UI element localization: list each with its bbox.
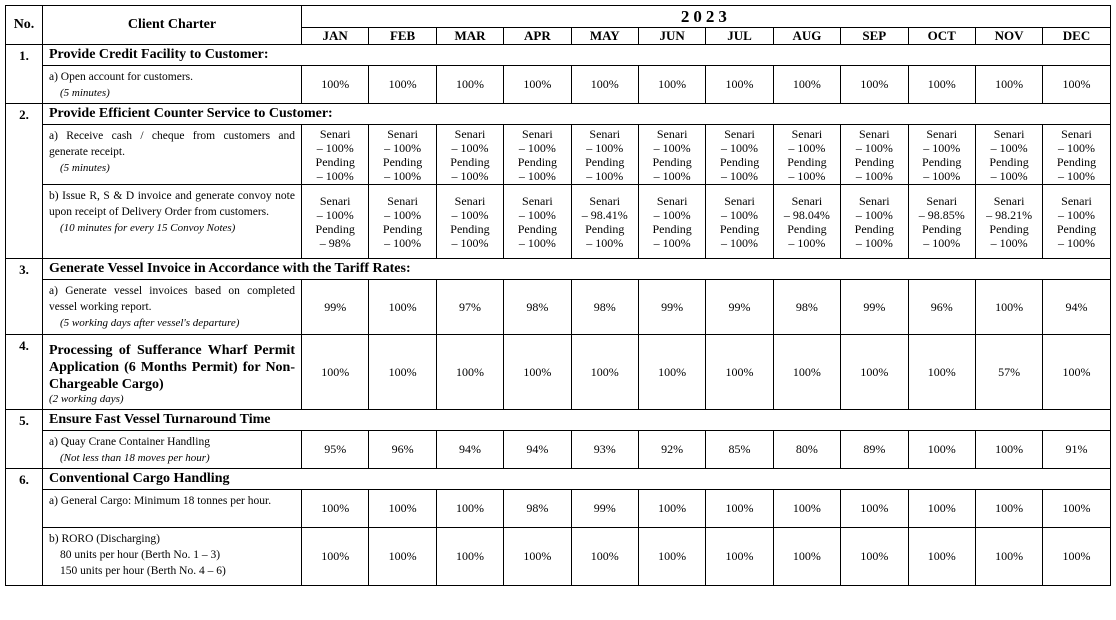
value-cell: 85%	[706, 431, 773, 469]
no-header: No.	[6, 6, 43, 45]
value-cell: 100%	[436, 66, 503, 104]
value-cell: 100%	[841, 528, 908, 586]
value-cell: 100%	[369, 280, 436, 335]
value-cell: 100%	[369, 528, 436, 586]
value-cell: 89%	[841, 431, 908, 469]
month-header: APR	[504, 28, 571, 45]
item-description: a) Generate vessel invoices based on completed vessel working report. (5 working days after vessel's departure)	[43, 280, 302, 335]
value-cell: Senari – 100% Pending – 100%	[369, 185, 436, 259]
value-cell: Senari – 98.41% Pending – 100%	[571, 185, 638, 259]
month-header: JAN	[302, 28, 369, 45]
table-row	[6, 280, 1111, 335]
value-cell: Senari – 100% Pending – 100%	[436, 125, 503, 185]
section-number: 6.	[6, 469, 43, 586]
section-number: 3.	[6, 259, 43, 335]
value-cell: 100%	[975, 66, 1042, 104]
value-cell: Senari – 100% Pending – 100%	[706, 125, 773, 185]
month-header: OCT	[908, 28, 975, 45]
value-cell: 98%	[773, 280, 840, 335]
table-row	[6, 431, 1111, 469]
value-cell: 100%	[302, 335, 369, 410]
value-cell: Senari – 98.85% Pending – 100%	[908, 185, 975, 259]
value-cell: 100%	[773, 490, 840, 528]
table-row	[6, 335, 1111, 410]
section-number: 2.	[6, 104, 43, 259]
value-cell: 100%	[504, 66, 571, 104]
section-title: Processing of Sufferance Wharf Permit Application (6 Months Permit) for Non-Chargeable Cargo) (2 working days)	[43, 335, 302, 410]
section-title: Provide Efficient Counter Service to Customer:	[43, 104, 1111, 125]
table-row	[6, 490, 1111, 528]
table-row	[6, 66, 1111, 104]
value-cell: Senari – 100% Pending – 100%	[975, 125, 1042, 185]
value-cell: Senari – 100% Pending – 100%	[369, 125, 436, 185]
value-cell: 94%	[504, 431, 571, 469]
value-cell: Senari – 100% Pending – 100%	[504, 185, 571, 259]
section-number: 1.	[6, 45, 43, 104]
value-cell: 91%	[1043, 431, 1110, 469]
month-header: NOV	[975, 28, 1042, 45]
value-cell: 95%	[302, 431, 369, 469]
client-charter-header: Client Charter	[43, 6, 302, 45]
value-cell: Senari – 100% Pending – 100%	[571, 125, 638, 185]
value-cell: Senari – 98.21% Pending – 100%	[975, 185, 1042, 259]
section-title: Provide Credit Facility to Customer:	[43, 45, 1111, 66]
section-title: Ensure Fast Vessel Turnaround Time	[43, 410, 1111, 431]
value-cell: 99%	[638, 280, 705, 335]
value-cell: Senari – 100% Pending – 100%	[302, 125, 369, 185]
value-cell: 100%	[436, 335, 503, 410]
value-cell: 57%	[975, 335, 1042, 410]
value-cell: Senari – 100% Pending – 100%	[706, 185, 773, 259]
value-cell: 96%	[908, 280, 975, 335]
value-cell: 100%	[638, 335, 705, 410]
value-cell: Senari – 100% Pending – 100%	[638, 125, 705, 185]
value-cell: 99%	[571, 490, 638, 528]
value-cell: 100%	[504, 335, 571, 410]
value-cell: 100%	[571, 335, 638, 410]
value-cell: 100%	[1043, 335, 1110, 410]
value-cell: 99%	[302, 280, 369, 335]
value-cell: 98%	[571, 280, 638, 335]
value-cell: 100%	[908, 528, 975, 586]
value-cell: 100%	[975, 490, 1042, 528]
value-cell: Senari – 100% Pending – 100%	[773, 125, 840, 185]
value-cell: 100%	[369, 490, 436, 528]
value-cell: Senari – 100% Pending – 100%	[436, 185, 503, 259]
item-description: a) Open account for customers. (5 minutes)	[43, 66, 302, 104]
value-cell: Senari – 100% Pending – 98%	[302, 185, 369, 259]
value-cell: 100%	[706, 66, 773, 104]
value-cell: 100%	[571, 528, 638, 586]
table-row	[6, 528, 1111, 586]
value-cell: 92%	[638, 431, 705, 469]
value-cell: 100%	[908, 490, 975, 528]
item-description: b) Issue R, S & D invoice and generate convoy note upon receipt of Delivery Order from customers. (10 minutes for every 15 Convoy Notes)	[43, 185, 302, 259]
value-cell: 100%	[302, 66, 369, 104]
section-title: Conventional Cargo Handling	[43, 469, 1111, 490]
value-cell: 99%	[706, 280, 773, 335]
value-cell: 100%	[369, 335, 436, 410]
value-cell: 96%	[369, 431, 436, 469]
month-header: JUN	[638, 28, 705, 45]
value-cell: 100%	[908, 66, 975, 104]
year-header: 2023	[302, 6, 1111, 28]
item-description: b) RORO (Discharging) 80 units per hour (Berth No. 1 – 3) 150 units per hour (Berth No. 4 – 6)	[43, 528, 302, 586]
item-description: a) Quay Crane Container Handling (Not less than 18 moves per hour)	[43, 431, 302, 469]
month-header: FEB	[369, 28, 436, 45]
value-cell: Senari – 100% Pending – 100%	[638, 185, 705, 259]
value-cell: Senari – 98.04% Pending – 100%	[773, 185, 840, 259]
value-cell: Senari – 100% Pending – 100%	[1043, 185, 1110, 259]
value-cell: Senari – 100% Pending – 100%	[1043, 125, 1110, 185]
value-cell: 100%	[504, 528, 571, 586]
value-cell: 100%	[841, 66, 908, 104]
client-charter-table	[5, 5, 1111, 586]
section-title: Generate Vessel Invoice in Accordance with the Tariff Rates:	[43, 259, 1111, 280]
section-number: 4.	[6, 335, 43, 410]
item-description: a) General Cargo: Minimum 18 tonnes per hour.	[43, 490, 302, 528]
month-header: SEP	[841, 28, 908, 45]
month-header: DEC	[1043, 28, 1110, 45]
value-cell: 94%	[436, 431, 503, 469]
value-cell: 100%	[706, 335, 773, 410]
month-header: AUG	[773, 28, 840, 45]
value-cell: 93%	[571, 431, 638, 469]
value-cell: 100%	[773, 335, 840, 410]
month-header: JUL	[706, 28, 773, 45]
value-cell: 100%	[975, 431, 1042, 469]
value-cell: 100%	[841, 335, 908, 410]
table-row	[6, 185, 1111, 259]
value-cell: 100%	[638, 66, 705, 104]
value-cell: 100%	[975, 280, 1042, 335]
value-cell: 100%	[908, 431, 975, 469]
value-cell: 98%	[504, 490, 571, 528]
value-cell: 94%	[1043, 280, 1110, 335]
value-cell: 100%	[302, 490, 369, 528]
value-cell: 100%	[706, 490, 773, 528]
value-cell: 99%	[841, 280, 908, 335]
value-cell: 98%	[504, 280, 571, 335]
month-header: MAR	[436, 28, 503, 45]
value-cell: 100%	[436, 528, 503, 586]
value-cell: Senari – 100% Pending – 100%	[908, 125, 975, 185]
value-cell: 100%	[638, 490, 705, 528]
value-cell: 97%	[436, 280, 503, 335]
value-cell: Senari – 100% Pending – 100%	[504, 125, 571, 185]
month-header: MAY	[571, 28, 638, 45]
value-cell: 100%	[773, 66, 840, 104]
value-cell: 100%	[302, 528, 369, 586]
value-cell: 80%	[773, 431, 840, 469]
value-cell: 100%	[1043, 490, 1110, 528]
value-cell: 100%	[638, 528, 705, 586]
value-cell: 100%	[1043, 528, 1110, 586]
item-description: a) Receive cash / cheque from customers and generate receipt. (5 minutes)	[43, 125, 302, 185]
value-cell: 100%	[369, 66, 436, 104]
value-cell: 100%	[571, 66, 638, 104]
table-row	[6, 125, 1111, 185]
value-cell: Senari – 100% Pending – 100%	[841, 125, 908, 185]
value-cell: Senari – 100% Pending – 100%	[841, 185, 908, 259]
value-cell: 100%	[975, 528, 1042, 586]
value-cell: 100%	[436, 490, 503, 528]
section-number: 5.	[6, 410, 43, 469]
value-cell: 100%	[841, 490, 908, 528]
value-cell: 100%	[1043, 66, 1110, 104]
value-cell: 100%	[773, 528, 840, 586]
value-cell: 100%	[706, 528, 773, 586]
value-cell: 100%	[908, 335, 975, 410]
